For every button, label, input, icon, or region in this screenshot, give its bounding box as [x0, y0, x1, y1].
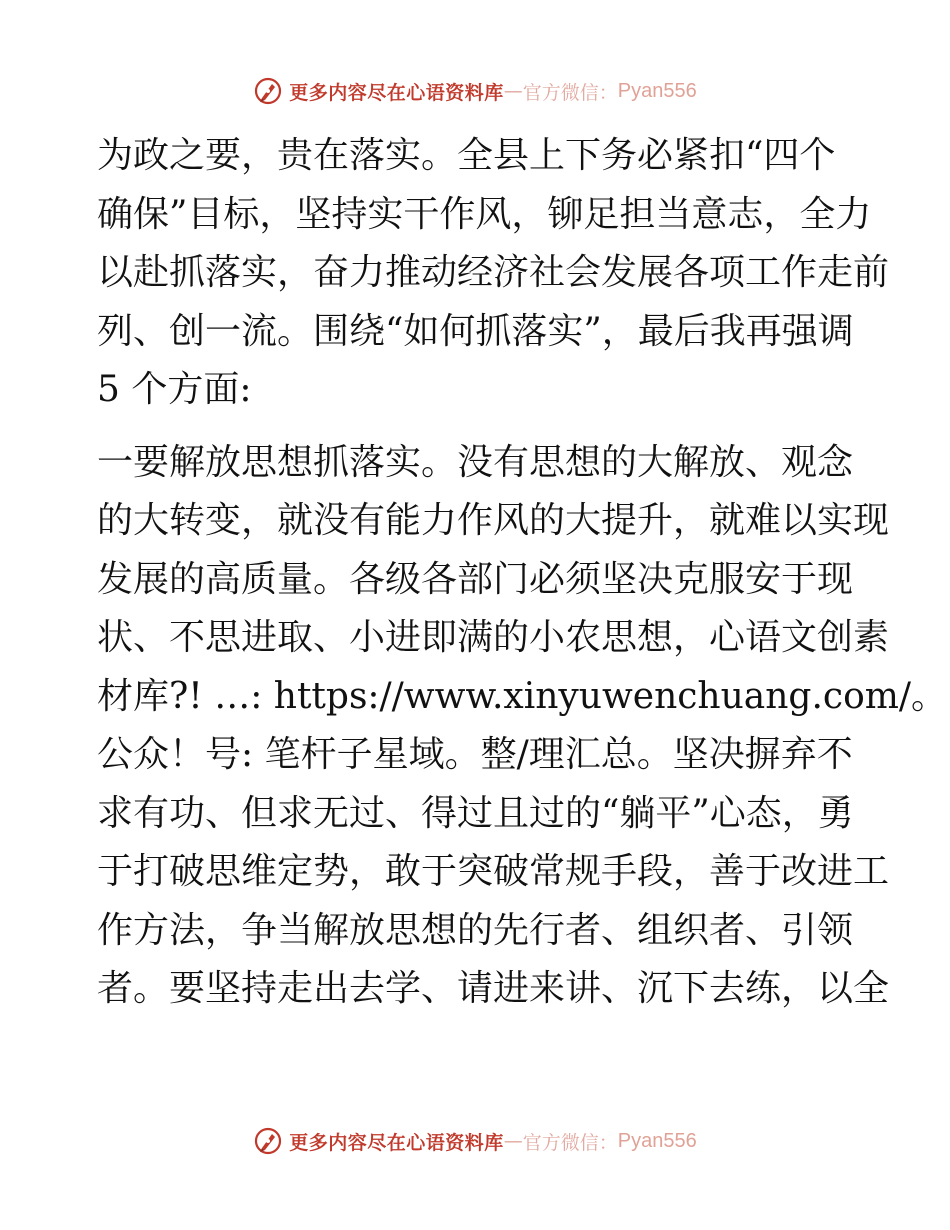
- text-line: 于打破思维定势，敢于突破常规手段，善于改进工: [97, 851, 890, 892]
- watermark-dash: —: [503, 80, 523, 102]
- header-watermark: [0, 71, 950, 111]
- watermark-official: 官方微信：: [522, 81, 618, 104]
- text-line: 为政之要，贵在落实。全县上下务必紧扣“四个: [97, 135, 836, 176]
- text-line: 求有功、但求无过、得过且过的“躺平”心态，勇: [97, 792, 854, 834]
- watermark-wechat-id: Pyan556: [617, 79, 697, 102]
- text-line: 状、不思进取、小进即满的小农思想，心语文创素: [97, 617, 890, 658]
- text-line: 以赴抓落实，奋力推动经济社会发展各项工作走前: [97, 252, 890, 293]
- pen-logo-icon: [253, 76, 283, 106]
- text-line: 公众！号: 笔杆子星域。整/理汇总。坚决摒弃不: [97, 734, 853, 775]
- paragraph-intro: [97, 127, 890, 420]
- watermark-brand: 更多内容尽在心语资料库: [289, 1131, 504, 1154]
- footer-watermark: [0, 1121, 950, 1161]
- pen-logo-icon: [253, 1126, 283, 1156]
- watermark-official: 官方微信：: [522, 1131, 618, 1154]
- text-line: 材库?! …: https://www.xinyuwenchuang.com/。: [97, 675, 948, 717]
- body-text: [97, 127, 948, 1019]
- text-line: 的大转变，就没有能力作风的大提升，就难以实现: [97, 500, 890, 541]
- text-line: 一要解放思想抓落实。没有思想的大解放、观念: [97, 441, 854, 483]
- paragraph-point-one: [97, 434, 948, 1019]
- text-line: 列、创一流。围绕“如何抓落实”，最后我再强调: [97, 310, 854, 352]
- text-line: 作方法，争当解放思想的先行者、组织者、引领: [97, 909, 854, 951]
- watermark-dash: —: [503, 1130, 523, 1152]
- text-line: 确保”目标，坚持实干作风，铆足担当意志，全力: [97, 193, 872, 235]
- watermark-brand: 更多内容尽在心语资料库: [289, 81, 504, 104]
- text-line: 发展的高质量。各级各部门必须坚决克服安于现: [97, 558, 854, 600]
- paragraph-gap: [97, 420, 857, 434]
- text-line: 者。要坚持走出去学、请进来讲、沉下去练，以全: [97, 968, 890, 1009]
- watermark-wechat-id: Pyan556: [617, 1129, 697, 1152]
- text-line: 5 个方面:: [97, 369, 252, 410]
